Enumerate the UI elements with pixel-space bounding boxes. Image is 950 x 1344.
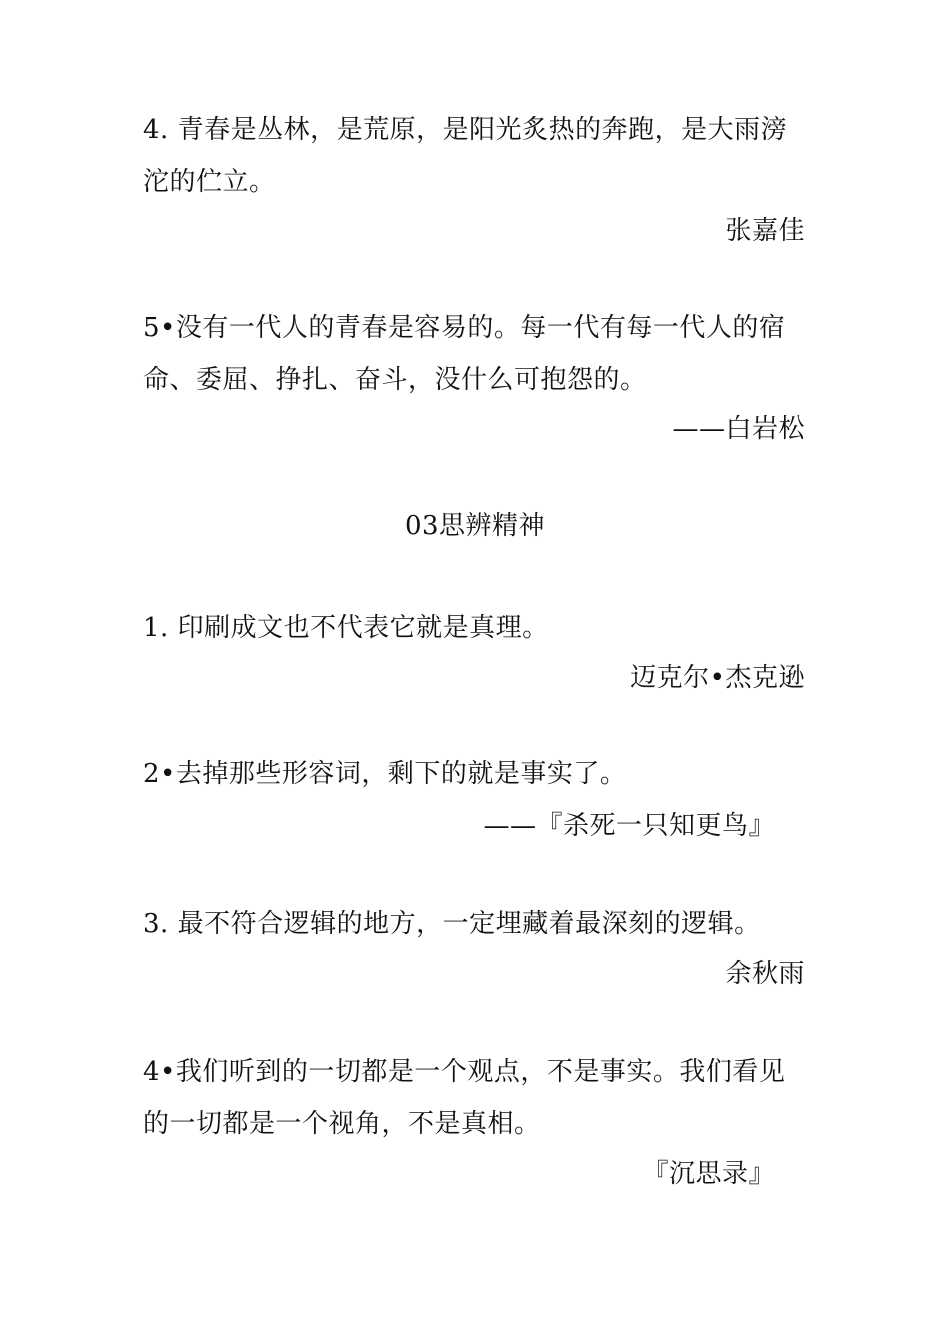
quote-text: 5•没有一代人的青春是容易的。每一代有每一代人的宿命、委屈、挣扎、奋斗，没什么可抱怨的。 <box>143 313 786 395</box>
quote-author: ——『杀死一只知更鸟』 <box>483 811 775 841</box>
quote-author: ——白岩松 <box>672 414 805 444</box>
section-heading: 03思辨精神 <box>404 511 546 541</box>
quote-author: 余秋雨 <box>725 959 805 989</box>
quote-text: 2•去掉那些形容词，剩下的就是事实了。 <box>143 759 627 789</box>
quote-text: 4. 青春是丛林，是荒原，是阳光炙热的奔跑，是大雨滂沱的伫立。 <box>143 115 788 197</box>
quote-author: 迈克尔•杰克逊 <box>630 663 805 693</box>
quote-text: 3. 最不符合逻辑的地方，一定埋藏着最深刻的逻辑。 <box>143 909 761 939</box>
quote-text: 1. 印刷成文也不代表它就是真理。 <box>143 613 549 643</box>
quote-text: 4•我们听到的一切都是一个观点，不是事实。我们看见的一切都是一个视角，不是真相。 <box>143 1057 786 1139</box>
quote-author: 『沉思录』 <box>642 1159 775 1189</box>
quote-author: 张嘉佳 <box>725 216 805 246</box>
